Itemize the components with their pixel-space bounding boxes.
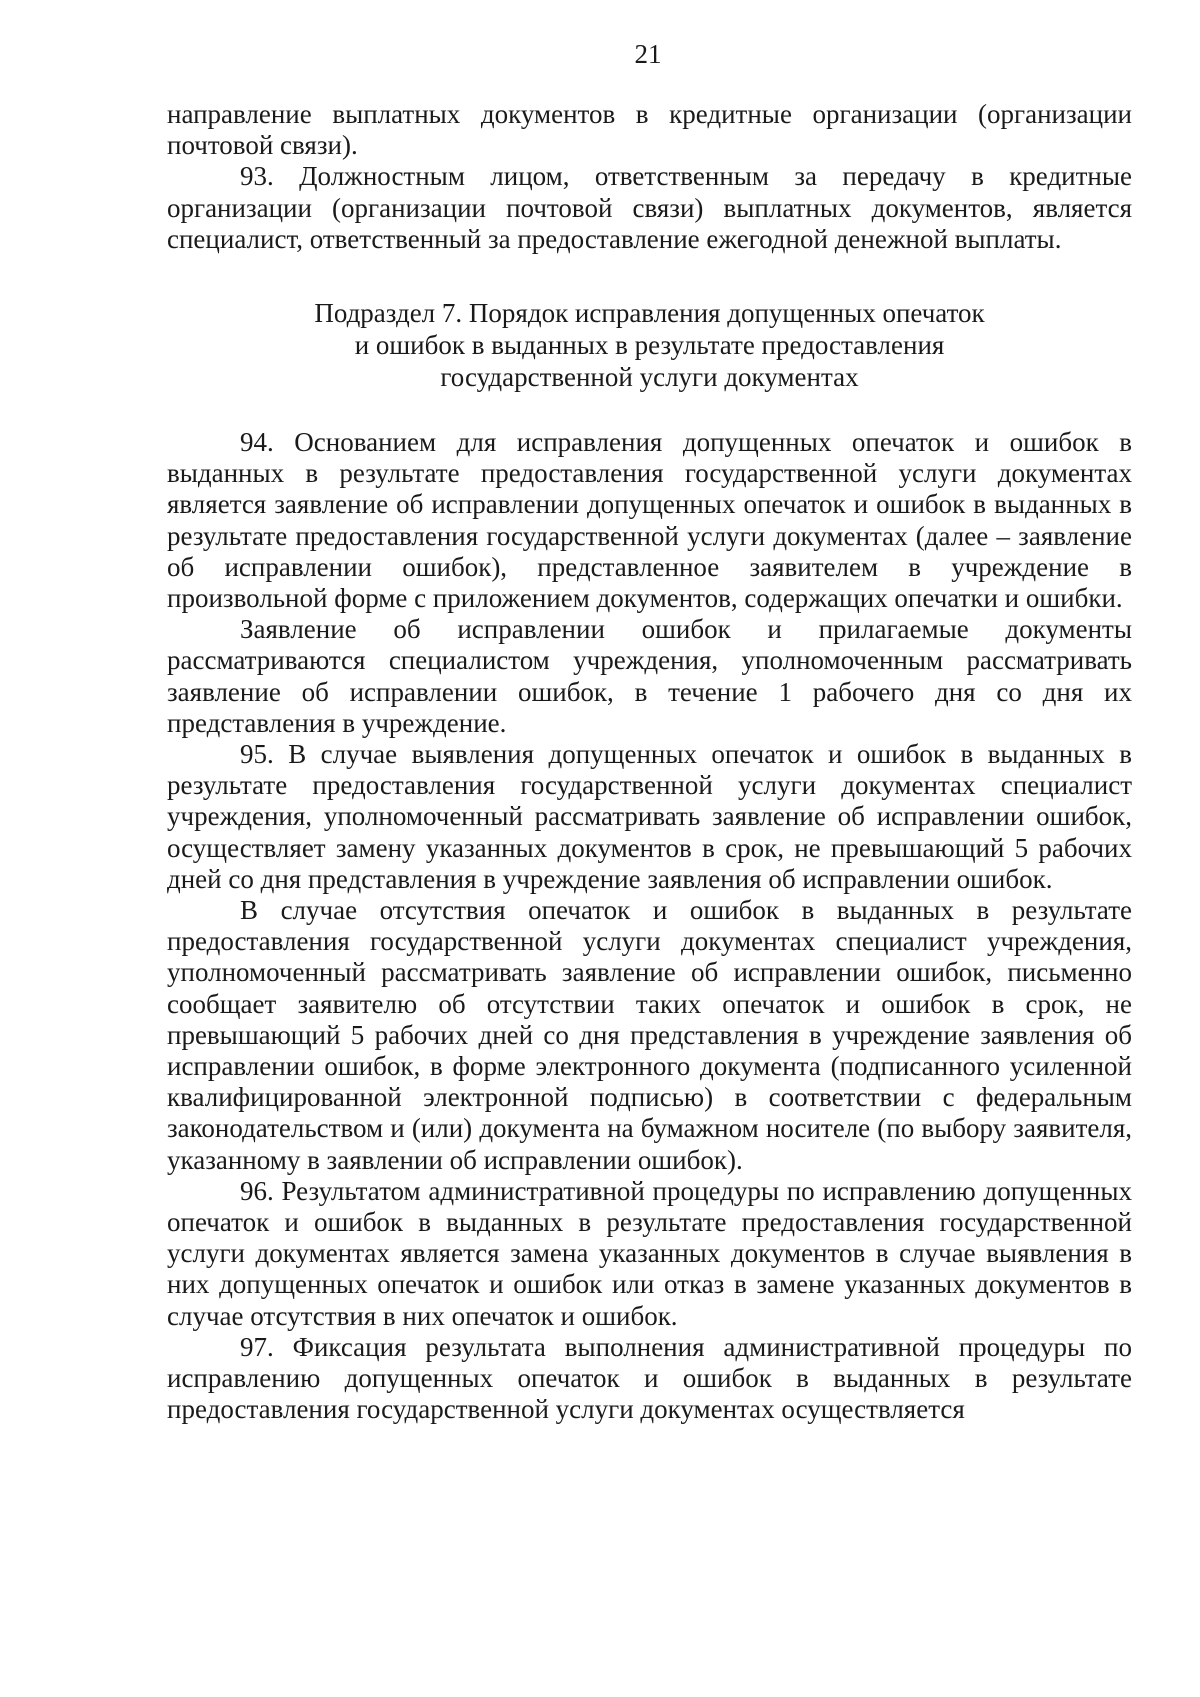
subsection-heading-line: государственной услуги документах [440,362,859,392]
page-number: 21 [634,39,662,69]
subsection-heading-line: и ошибок в выданных в результате предоставления [354,330,945,360]
main-text-block [167,427,1132,1426]
paragraph-95: 95. В случае выявления допущенных опечаток и ошибок в выданных в результате предоставления государственной услуги документах специалист учреждения, уполномоченный рассматривать заявление об исправлении ошибок, осуществляет замену указанных документов в срок, не превышающий 5 рабочих дней со дня представления в учреждение заявления об исправлении ошибок. [167,739,1132,894]
subsection-heading-line: Подраздел 7. Порядок исправления допущенных опечаток [314,298,985,328]
paragraph-96: 96. Результатом административной процедуры по исправлению допущенных опечаток и ошибок в выданных в результате предоставления государственной услуги документах является замена указанных документов в случае выявления в них допущенных опечаток и ошибок или отказ в замене указанных документов в случае отсутствия в них опечаток и ошибок. [167,1175,1132,1331]
paragraph-94: 94. Основанием для исправления допущенных опечаток и ошибок в выданных в результате предоставления государственной услуги документах является заявление об исправлении допущенных опечаток и ошибок в выданных в результате предоставления государственной услуги документах (далее – заявление об исправлении ошибок), представленное заявителем в учреждение в произвольной форме с приложением документов, содержащих опечатки и ошибки. [167,427,1132,614]
subsection-heading [167,297,1132,393]
paragraph-continuation: направление выплатных документов в кредитные организации (организации почтовой связи). [167,99,1132,161]
top-text-block [167,99,1132,255]
paragraph-93: 93. Должностным лицом, ответственным за передачу в кредитные организации (организации почтовой связи) выплатных документов, является специалист, ответственный за предоставление ежегодной денежной выплаты. [167,161,1132,254]
paragraph-94-continued: Заявление об исправлении ошибок и прилагаемые документы рассматриваются специалистом учреждения, уполномоченным рассматривать заявление об исправлении ошибок, в течение 1 рабочего дня со дня их представления в учреждение. [167,614,1132,738]
paragraph-97: 97. Фиксация результата выполнения административной процедуры по исправлению допущенных опечаток и ошибок в выданных в результате предоставления государственной услуги документах осуществляется [167,1331,1132,1425]
paragraph-95-continued: В случае отсутствия опечаток и ошибок в выданных в результате предоставления государственной услуги документах специалист учреждения, уполномоченный рассматривать заявление об исправлении ошибок, письменно сообщает заявителю об отсутствии таких опечаток и ошибок в срок, не превышающий 5 рабочих дней со дня представления в учреждение заявления об исправлении ошибок, в форме электронного документа (подписанного усиленной квалифицированной электронной подписью) в соответствии с федеральным законодательством и (или) документа на бумажном носителе (по выбору заявителя, указанному в заявлении об исправлении ошибок). [167,895,1132,1175]
